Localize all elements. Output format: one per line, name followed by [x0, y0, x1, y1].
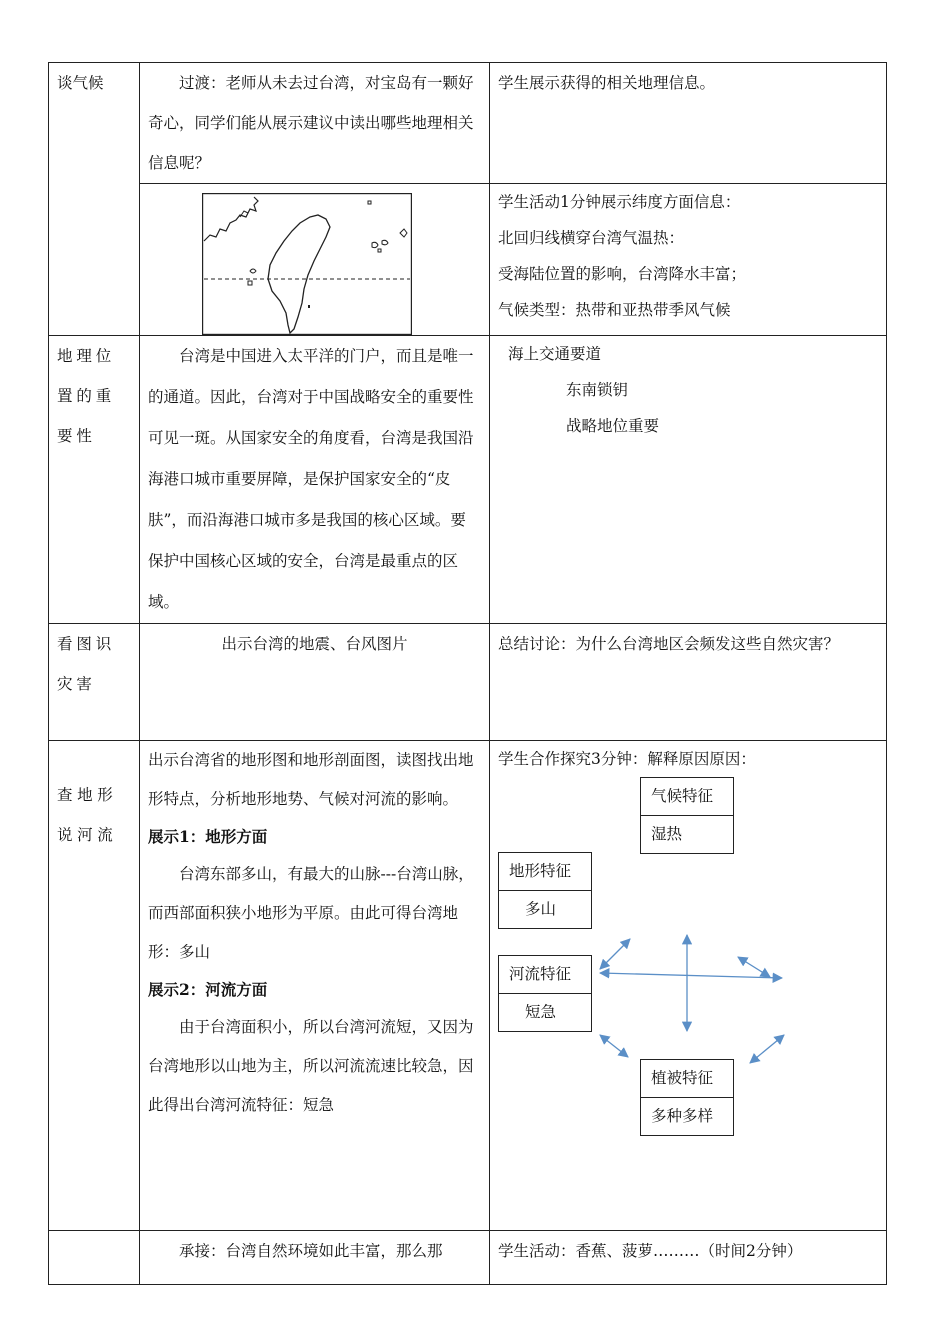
section-label	[49, 336, 140, 624]
teacher-text: 出示台湾省的地形图和地形剖面图，读图找出地形特点，分析地形地势、气候对河流的影响。	[148, 751, 474, 808]
teacher-text: 由于台湾面积小，所以台湾河流短，又因为台湾地形以山地为主，所以河流流速比较急，因此得出台湾河流特征：短急	[148, 1018, 474, 1114]
box-value: 多山	[499, 890, 591, 928]
student-text: 东南锁钥	[566, 381, 629, 399]
arrow	[600, 973, 782, 978]
lesson-table	[48, 62, 887, 1285]
student-text: 总结讨论：为什么台湾地区会频发这些自然灾害？	[498, 635, 840, 653]
student-text: 海上交通要道	[508, 345, 602, 363]
section-label	[49, 624, 140, 741]
section-label	[49, 63, 140, 336]
arrow	[738, 957, 770, 977]
section-label-text: 地理位置的重要性	[57, 347, 116, 445]
student-text: 北回归线横穿台湾气温热：	[498, 229, 685, 247]
teacher-cell	[140, 1231, 490, 1285]
taiwan-map	[202, 193, 412, 335]
section-label-text: 查地形说河流	[57, 786, 118, 844]
student-text: 学生合作探究3分钟：解释原因原因：	[498, 750, 756, 768]
teacher-cell	[140, 741, 490, 1231]
teacher-text: 出示台湾的地震、台风图片	[221, 635, 408, 653]
table-row	[49, 336, 887, 624]
student-text: 学生活动：香蕉、菠萝………（时间2分钟）	[498, 1242, 803, 1260]
section-label	[49, 741, 140, 1231]
section-label	[49, 1231, 140, 1285]
table-row	[49, 63, 887, 184]
demo-heading: 展示1：地形方面	[148, 827, 268, 846]
teacher-cell	[140, 63, 490, 184]
student-text: 气候类型：热带和亚热带季风气候	[498, 301, 731, 319]
teacher-text: 台湾东部多山，有最大的山脉---台湾山脉，而西部面积狭小地形为平原。由此可得台湾地形：多山	[148, 865, 474, 961]
box-title: 气候特征	[651, 787, 714, 805]
table-row	[49, 1231, 887, 1285]
student-cell	[490, 184, 887, 336]
teacher-cell	[140, 336, 490, 624]
map-cell	[140, 184, 490, 336]
teacher-cell	[140, 624, 490, 741]
box-value: 湿热	[641, 815, 733, 853]
student-cell	[490, 741, 887, 1231]
section-label-text: 看图识灾害	[57, 635, 116, 693]
student-text: 战略地位重要	[566, 417, 660, 435]
student-cell	[490, 624, 887, 741]
arrow	[600, 1035, 628, 1057]
student-text: 学生展示获得的相关地理信息。	[498, 74, 716, 92]
teacher-text: 承接：台湾自然环境如此丰富，那么那	[179, 1242, 443, 1260]
table-row	[49, 741, 887, 1231]
arrow	[750, 1035, 784, 1063]
factor-diagram	[498, 777, 878, 1217]
section-label-text: 谈气候	[57, 74, 104, 92]
student-text: 受海陆位置的影响，台湾降水丰富；	[498, 265, 747, 283]
arrow	[600, 939, 630, 969]
student-cell	[490, 1231, 887, 1285]
box-value: 短急	[499, 993, 591, 1031]
box-title: 河流特征	[509, 965, 572, 983]
teacher-text: 台湾是中国进入太平洋的门户，而且是唯一的通道。因此，台湾对于中国战略安全的重要性可见一斑。从国家安全的角度看，台湾是我国沿海港口城市重要屏障，是保护国家安全的“皮肤”，而沿海港口城市多是我国的核心区域。要保护中国核心区域的安全，台湾是最重点的区域。	[148, 347, 474, 611]
box-title: 地形特征	[509, 862, 572, 880]
student-cell	[490, 63, 887, 184]
table-row	[49, 184, 887, 336]
box-value: 多种多样	[641, 1097, 733, 1135]
box-title: 植被特征	[651, 1069, 714, 1087]
demo-heading: 展示2：河流方面	[148, 980, 268, 999]
student-text: 学生活动1分钟展示纬度方面信息：	[498, 193, 741, 211]
teacher-text: 过渡：老师从未去过台湾，对宝岛有一颗好奇心，同学们能从展示建议中读出哪些地理相关信息呢？	[148, 74, 474, 172]
student-cell	[490, 336, 887, 624]
relation-arrows	[498, 777, 878, 1217]
table-row	[49, 624, 887, 741]
